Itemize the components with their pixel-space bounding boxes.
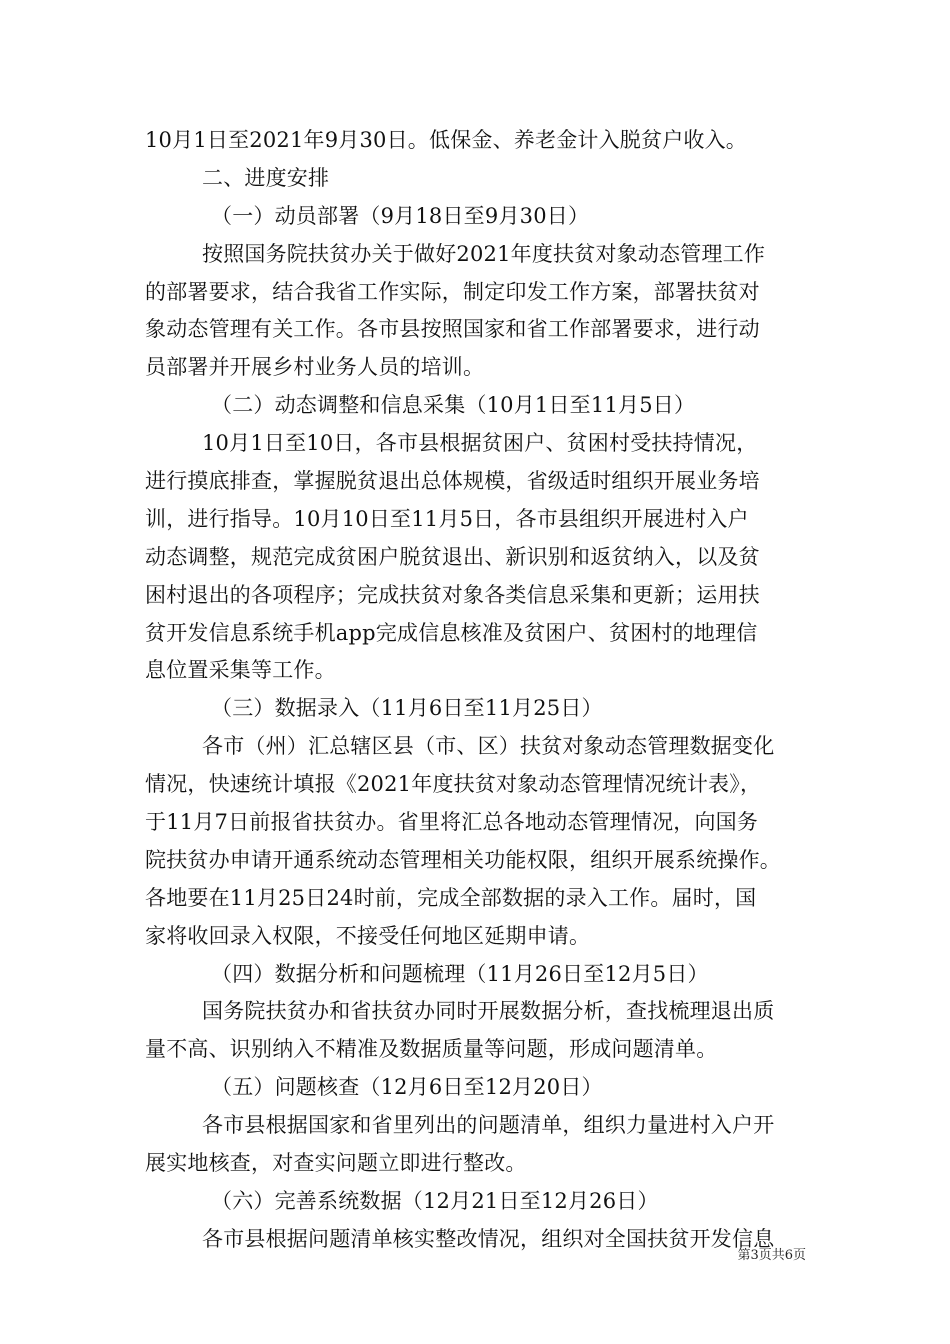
text-line: 各地要在11月25日24时前，完成全部数据的录入工作。届时，国: [145, 885, 757, 910]
text-line: 展实地核查，对查实问题立即进行整改。: [145, 1151, 527, 1176]
subsection-heading: （五）问题核查（12月6日至12月20日）: [211, 1075, 603, 1100]
subsection-heading: （四）数据分析和问题梳理（11月26日至12月5日）: [211, 961, 709, 986]
text-line: 员部署并开展乡村业务人员的培训。: [145, 355, 485, 380]
subsection-heading: （三）数据录入（11月6日至11月25日）: [211, 696, 603, 721]
page-number: 第3页共6页: [737, 1248, 806, 1263]
paragraph-first-line: 各市（州）汇总辖区县（市、区）扶贫对象动态管理数据变化: [202, 734, 775, 759]
text-line: 动态调整，规范完成贫困户脱贫退出、新识别和返贫纳入，以及贫: [145, 544, 760, 569]
paragraph-first-line: 各市县根据问题清单核实整改情况，组织对全国扶贫开发信息: [202, 1226, 775, 1251]
text-line: 贫开发信息系统手机app完成信息核准及贫困户、贫困村的地理信: [145, 620, 758, 645]
paragraph-first-line: 10月1日至10日，各市县根据贫困户、贫困村受扶持情况，: [202, 431, 758, 456]
text-line: 院扶贫办申请开通系统动态管理相关功能权限，组织开展系统操作。: [145, 847, 781, 872]
section-heading: 二、进度安排: [202, 165, 330, 190]
paragraph-first-line: 按照国务院扶贫办关于做好2021年度扶贫对象动态管理工作: [202, 241, 766, 266]
text-line: 家将收回录入权限，不接受任何地区延期申请。: [145, 923, 591, 948]
subsection-heading: （二）动态调整和信息采集（10月1日至11月5日）: [211, 393, 696, 418]
subsection-heading: （一）动员部署（9月18日至9月30日）: [211, 203, 590, 228]
text-line: 量不高、识别纳入不精准及数据质量等问题，形成问题清单。: [145, 1037, 718, 1062]
document-body: [145, 122, 809, 1259]
text-line: 象动态管理有关工作。各市县按照国家和省工作部署要求，进行动: [145, 317, 760, 342]
text-line: 训，进行指导。10月10日至11月5日，各市县组织开展进村入户: [145, 506, 749, 531]
text-line: 情况，快速统计填报《2021年度扶贫对象动态管理情况统计表》，: [145, 772, 762, 797]
text-line: 息位置采集等工作。: [145, 658, 336, 683]
paragraph-first-line: 各市县根据国家和省里列出的问题清单，组织力量进村入户开: [202, 1113, 775, 1138]
paragraph-first-line: 国务院扶贫办和省扶贫办同时开展数据分析，查找梳理退出质: [202, 999, 775, 1024]
subsection-heading: （六）完善系统数据（12月21日至12月26日）: [211, 1188, 659, 1213]
text-line: 进行摸底排查，掌握脱贫退出总体规模，省级适时组织开展业务培: [145, 469, 760, 494]
text-line: 困村退出的各项程序；完成扶贫对象各类信息采集和更新；运用扶: [145, 582, 760, 607]
text-line: 的部署要求，结合我省工作实际，制定印发工作方案，部署扶贫对: [145, 279, 760, 304]
text-line: 于11月7日前报省扶贫办。省里将汇总各地动态管理情况，向国务: [145, 810, 759, 835]
text-line: 10月1日至2021年9月30日。低保金、养老金计入脱贫户收入。: [145, 128, 748, 152]
